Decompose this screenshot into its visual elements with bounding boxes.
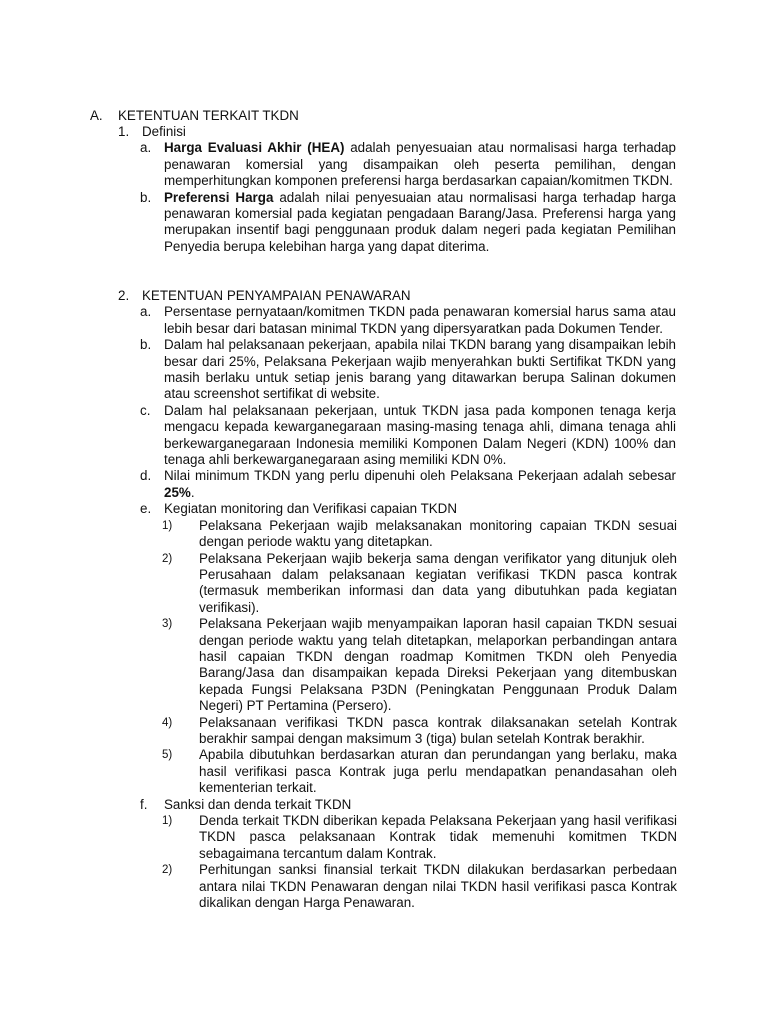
- sub-list-item: [118, 813, 677, 862]
- sub-list-item: [118, 518, 677, 551]
- item-marker: c.: [140, 402, 151, 418]
- list-item: [118, 304, 677, 337]
- sub-marker: 1): [162, 815, 173, 827]
- sub-text: Denda terkait TKDN diberikan kepada Pelaksana Pekerjaan yang hasil verifikasi TKDN pasca pelaksanaan Kontrak tidak memenuhi komitmen TKDN sebagaimana tercantum dalam Kontrak.: [199, 813, 677, 861]
- item-marker: b.: [140, 337, 152, 353]
- definition-text: adalah penyesuaian atau normalisasi harga terhadap penawaran komersial yang disampaikan oleh peserta pemilihan, dengan memperhitungkan komponen preferensi harga berdasarkan capaian/komitmen TKDN.: [164, 140, 676, 189]
- item-marker: e.: [140, 501, 152, 517]
- section-title: Definisi: [142, 124, 186, 139]
- definition-text: adalah nilai penyesuaian atau normalisasi harga terhadap harga penawaran komersial pada kegiatan pengadaan Barang/Jasa. Preferensi harga yang merupakan insentif bagi penggunaan produk dalam negeri pada kegiatan Pemilihan Penyedia berupa kelebihan harga yang dapat diterima.: [164, 189, 676, 254]
- item-marker: b.: [140, 189, 152, 205]
- section-title: KETENTUAN PENYAMPAIAN PENAWARAN: [142, 288, 411, 303]
- list-item: [118, 140, 676, 189]
- sub-text: Pelaksana Pekerjaan wajib menyampaikan laporan hasil capaian TKDN sesuai dengan periode waktu yang telah ditetapkan, melaporkan perbandingan antara hasil capaian TKDN dengan roadmap Komitmen TKDN oleh Penyedia Barang/Jasa dan disampaikan kepada Direksi Pekerjaan yang ditembuskan kepada Fungsi Pelaksana P3DN (Peningkatan Penggunaan Produk Dalam Negeri) PT Pertamina (Persero).: [199, 616, 677, 714]
- term-bold: Harga Evaluasi Akhir (HEA): [164, 140, 345, 156]
- item-marker: d.: [140, 468, 152, 484]
- sub-list-item: [118, 616, 677, 714]
- item-text: Dalam hal pelaksanaan pekerjaan, apabila nilai TKDN barang yang disampaikan lebih besar dari 25%, Pelaksana Pekerjaan wajib menyerahkan bukti Sertifikat TKDN yang masih berlaku untuk setiap jenis barang yang ditawarkan berupa Salinan dokumen atau screenshot sertifikat di website.: [164, 337, 676, 402]
- item-text: [164, 140, 676, 189]
- value-bold: 25%: [164, 484, 191, 500]
- section-marker: 2.: [118, 288, 130, 303]
- sub-text: Pelaksanaan verifikasi TKDN pasca kontrak dilaksanakan setelah Kontrak berakhir sampai dengan maksimum 3 (tiga) bulan setelah Kontrak berakhir.: [199, 714, 677, 746]
- item-text: Dalam hal pelaksanaan pekerjaan, untuk TKDN jasa pada komponen tenaga kerja mengacu kepada kewarganegaraan masing-masing tenaga ahli, dimana tenaga ahli berkewarganegaraan Indonesia memiliki Komponen Dalam Negeri (KDN) 100% dan tenaga ahli berkewarganegaraan asing memiliki KDN 0%.: [164, 402, 676, 468]
- item-text-tail: .: [190, 484, 195, 500]
- item-text: [164, 468, 676, 501]
- list-item: [118, 190, 676, 256]
- sub-marker: 5): [162, 749, 173, 762]
- sub-text: Apabila dibutuhkan berdasarkan aturan dan perundangan yang berlaku, maka hasil verifikasi pasca Kontrak juga perlu mendapatkan penandasahan oleh kementerian terkait.: [199, 747, 677, 796]
- list-item: [118, 468, 677, 501]
- list-item: [118, 797, 677, 813]
- list-item: [118, 501, 677, 517]
- term-bold: Preferensi Harga: [164, 189, 274, 205]
- sub-marker: 2): [162, 552, 173, 565]
- sub-text: Perhitungan sanksi finansial terkait TKDN dilakukan berdasarkan perbedaan antara nilai TKDN Penawaran dengan nilai TKDN hasil verifikasi pasca Kontrak dikalikan dengan Harga Penawaran.: [199, 862, 677, 911]
- item-marker: f.: [140, 796, 148, 812]
- section-heading: [90, 108, 299, 124]
- item-text: Persentase pernyataan/komitmen TKDN pada penawaran komersial harus sama atau lebih besar dari batasan minimal TKDN yang dipersyaratkan pada Dokumen Tender.: [164, 304, 676, 336]
- sub-list-item: [118, 747, 677, 796]
- sub-list-item: [118, 551, 677, 617]
- heading-marker: A.: [90, 108, 103, 123]
- sub-marker: 1): [162, 519, 173, 532]
- item-text: [164, 190, 676, 256]
- item-marker: a.: [140, 304, 152, 320]
- item-text: Sanksi dan denda terkait TKDN: [164, 796, 352, 812]
- section-definisi: [118, 124, 676, 255]
- sub-list-item: [118, 715, 677, 748]
- list-item: [118, 403, 677, 469]
- sub-marker: 2): [162, 864, 173, 877]
- section-ketentuan: [118, 288, 677, 911]
- sub-text: Pelaksana Pekerjaan wajib melaksanakan monitoring capaian TKDN sesuai dengan periode waktu yang ditetapkan.: [199, 517, 677, 550]
- item-text-part: Nilai minimum TKDN yang perlu dipenuhi oleh Pelaksana Pekerjaan adalah sebesar: [164, 468, 676, 484]
- sub-text: Pelaksana Pekerjaan wajib bekerja sama dengan verifikator yang ditunjuk oleh Perusahaan dalam pelaksanaan kegiatan verifikasi TKDN pasca kontrak (termasuk memberikan informasi dan data yang dibutuhkan pada kegiatan verifikasi).: [199, 550, 677, 615]
- sub-list-item: [118, 862, 677, 911]
- heading-title: KETENTUAN TERKAIT TKDN: [118, 108, 299, 123]
- item-text: Kegiatan monitoring dan Verifikasi capaian TKDN: [164, 501, 458, 517]
- sub-marker: 4): [162, 716, 173, 729]
- item-marker: a.: [140, 140, 152, 156]
- sub-marker: 3): [162, 618, 173, 631]
- section-marker: 1.: [118, 124, 130, 139]
- list-item: [118, 337, 677, 403]
